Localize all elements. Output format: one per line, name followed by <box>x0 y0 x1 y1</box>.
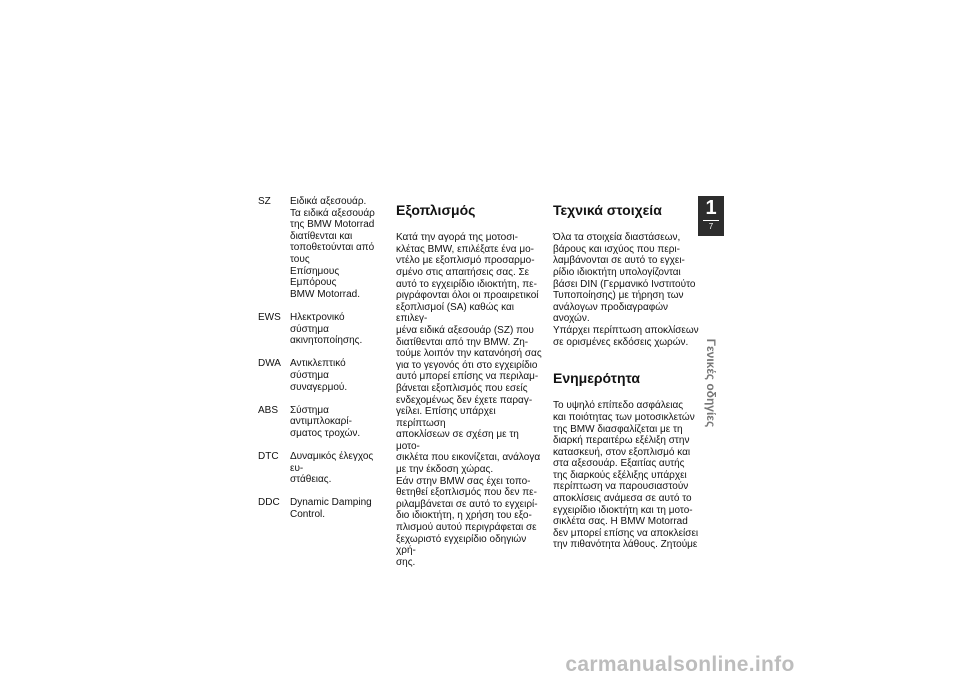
abbreviation-text: Σύστημα αντιμπλοκαρί- σματος τροχών. <box>290 404 361 439</box>
abbreviation-key: SZ <box>258 196 271 207</box>
abbreviation-text: Δυναμικός έλεγχος ευ- στάθειας. <box>290 451 374 486</box>
specs-updates-column <box>553 190 699 563</box>
equipment-body: Κατά την αγορά της μοτοσι- κλέτας BMW, επιλέξατε ένα μο- ντέλο με εξοπλισμό προσαρμο- σμένο στις απαιτήσεις σας. Σε αυτό το εγχειρίδιο ιδιοκτήτη, πε- ριγράφονται όλοι οι προαιρετικοί εξοπλισμοί (SA) καθώς και επιλεγ- μένα ειδικά αξεσουάρ (SZ) που διατίθενται από την BMW. Ζη- τούμε λοιπόν την κατανόησή σας για το γεγονός ότι στο εγχειρίδιο αυτό μπορεί επίσης να περιλαμ- βάνεται εξοπλισμός που εσείς ενδεχομένως δεν έχετε παραγ- γείλει. Επίσης υπάρχει περίπτωση αποκλίσεων σε σχέση με τη μοτο- σικλέτα που εικονίζεται, ανάλογα με την έκδοση χώρας. Εάν στην BMW σας έχει τοπο- θετηθεί εξοπλισμός που δεν πε- ριλαμβάνεται σε αυτό το εγχειρί- διο ιδιοκτήτη, η χρήση του εξο- πλισμού αυτού περιγράφεται σε ξεχωριστό εγχειρίδιο οδηγιών χρή- σης. <box>396 232 542 568</box>
abbreviation-row <box>258 312 376 347</box>
page-number: 7 <box>708 222 714 231</box>
footer-watermark <box>0 654 960 676</box>
abbreviation-key: EWS <box>258 311 281 323</box>
equipment-heading: Εξοπλισμός <box>396 201 476 218</box>
chapter-title: Γενικές οδηγίες <box>704 338 719 428</box>
abbreviation-key: DWA <box>258 358 281 370</box>
chapter-side-title <box>703 318 719 448</box>
abbreviation-text: Αντικλεπτικό σύστημα συναγερμού. <box>290 358 348 393</box>
abbreviation-key: DTC <box>258 451 279 463</box>
abbreviation-row <box>258 358 376 393</box>
abbreviation-row <box>258 451 376 486</box>
abbreviation-text: Ειδικά αξεσουάρ. Τα ειδικά αξεσουάρ της BMW Motorrad διατίθενται και τοποθετούνται από τους Επίσημους Εμπόρους BMW Motorrad. <box>290 196 375 300</box>
equipment-section <box>396 190 542 580</box>
watermark-text: carmanualsonline.info <box>565 653 795 676</box>
chapter-tab <box>698 196 724 236</box>
abbreviation-text: Ηλεκτρονικό σύστημα ακινητοποίησης. <box>290 311 363 347</box>
abbreviation-key: ABS <box>258 404 279 416</box>
abbreviation-text: Dynamic Damping Control. <box>290 497 372 521</box>
updates-body: Το υψηλό επίπεδο ασφάλειας και ποιότητας των μοτοσικλετών της BMW διασφαλίζεται με τη διαρκή περαιτέρω εξέλιξη στην κατασκευή, στον εξοπλισμό και στα αξεσουάρ. Εξαιτίας αυτής της διαρκούς εξέλιξης υπάρχει περίπτωση να παρουσιαστούν αποκλίσεις ανάμεσα σε αυτό το εγχειρίδιο ιδιοκτήτη και τη μοτο- σικλέτα σας. Η BMW Motorrad δεν μπορεί επίσης να αποκλείσει την πιθανότητα λάθους. Ζητούμε <box>553 400 699 551</box>
abbreviation-row <box>258 196 376 300</box>
chapter-number: 1 <box>705 197 717 219</box>
abbreviation-row <box>258 405 376 440</box>
specs-body: Όλα τα στοιχεία διαστάσεων, βάρους και ισχύος που περι- λαμβάνονται σε αυτό το εγχει- ρίδιο ιδιοκτήτη υπολογίζονται βάσει DIN (Γερμανικό Ινστιτούτο Τυποποίησης) με τήρηση των ανάλογων προδιαγραφών ανοχών. Υπάρχει περίπτωση αποκλίσεων σε ορισμένες εκδόσεις χωρών. <box>553 232 699 348</box>
specs-heading: Τεχνικά στοιχεία <box>553 201 662 218</box>
chapter-tab-divider <box>703 220 719 221</box>
abbreviation-row <box>258 497 376 520</box>
abbreviations-list <box>258 196 376 532</box>
updates-heading: Ενημερότητα <box>553 369 640 386</box>
abbreviation-key: DDC <box>258 497 280 509</box>
